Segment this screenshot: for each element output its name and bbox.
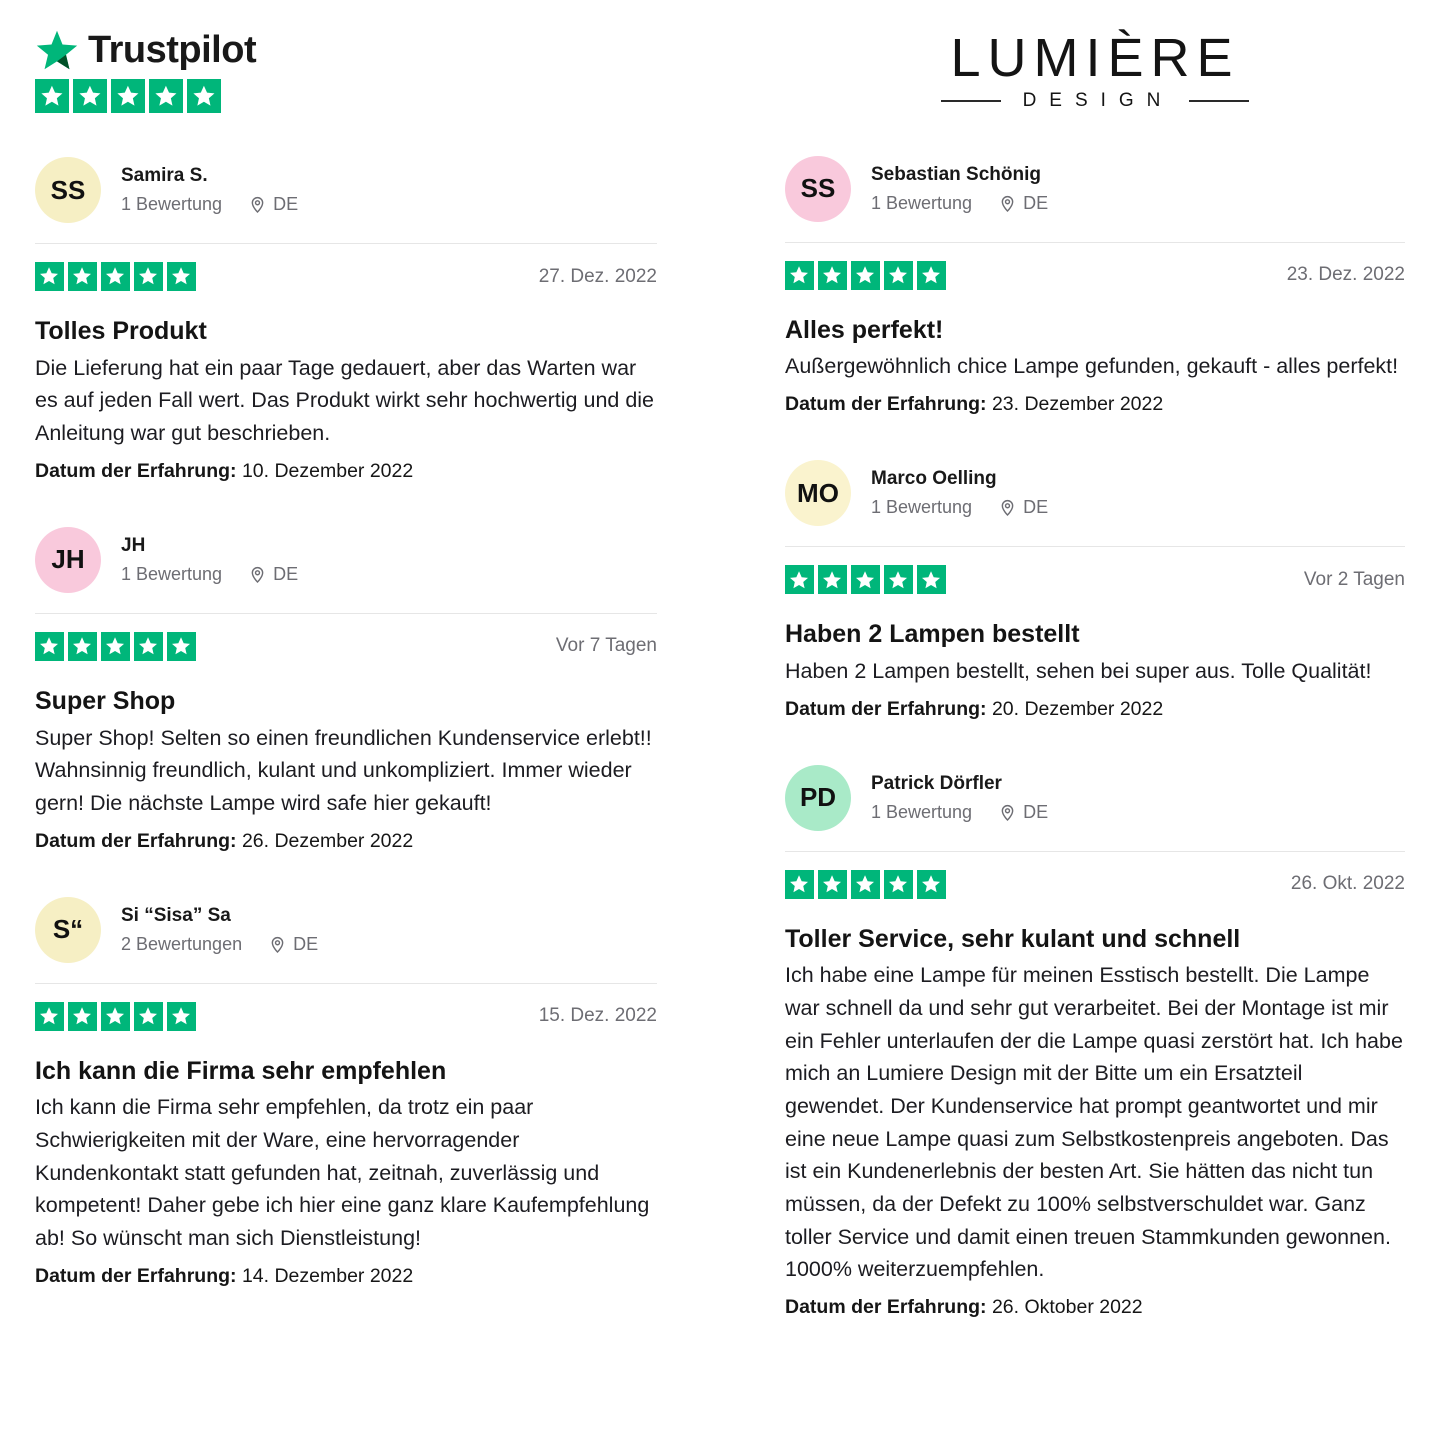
review-date: 23. Dez. 2022 [1286, 264, 1405, 286]
left-column [35, 0, 657, 1288]
star-icon [167, 1002, 196, 1031]
review-stars [35, 632, 196, 661]
experience-date-value: 14. Dezember 2022 [241, 1264, 414, 1287]
star-icon [818, 870, 847, 899]
experience-date-line [35, 830, 657, 853]
reviewer-meta [871, 497, 1048, 518]
star-icon [35, 79, 69, 113]
review-body: Haben 2 Lampen bestellt, sehen bei super aus. Tolle Qualität! [785, 658, 1372, 683]
review-body: Außergewöhnlich chice Lampe gefunden, gekauft - alles perfekt! [785, 354, 1399, 379]
review-count: 1 Bewertung [871, 192, 973, 213]
reviewer-location: DE [1023, 801, 1049, 822]
location-pin-icon [248, 195, 267, 214]
divider [35, 613, 657, 614]
review-stars [785, 565, 946, 594]
star-icon [917, 261, 946, 290]
experience-date-label: Datum der Erfahrung: [35, 1264, 237, 1287]
experience-date-label: Datum der Erfahrung: [35, 829, 237, 852]
review-card [35, 897, 657, 1288]
reviewer-name: JH [121, 534, 146, 556]
experience-date-value: 20. Dezember 2022 [991, 697, 1164, 720]
reviewer-row [35, 527, 657, 593]
experience-date-value: 26. Oktober 2022 [991, 1296, 1143, 1318]
experience-date-line [35, 1265, 657, 1288]
review-body: Die Lieferung hat ein paar Tage gedauert, aber das Warten war es auf jeden Fall wert. Das Produkt wirkt sehr hochwertig und die Anleitung war gut beschrieben. [35, 355, 655, 446]
overall-rating-stars [35, 79, 657, 113]
reviewer-location: DE [273, 563, 299, 584]
review-count: 1 Bewertung [871, 497, 973, 518]
star-icon [35, 262, 64, 291]
star-icon [851, 261, 880, 290]
avatar: JH [35, 527, 101, 593]
right-column [785, 0, 1405, 1319]
review-count: 1 Bewertung [121, 563, 223, 584]
location-pin-icon [998, 498, 1017, 517]
review-title: Haben 2 Lampen bestellt [785, 620, 1080, 649]
experience-date-label: Datum der Erfahrung: [785, 393, 987, 416]
reviewer-location: DE [1023, 497, 1049, 518]
star-icon [134, 1002, 163, 1031]
review-count: 1 Bewertung [121, 194, 223, 214]
review-card [35, 157, 657, 483]
reviewer-location: DE [293, 933, 319, 954]
review-title: Alles perfekt! [785, 315, 944, 344]
star-icon [134, 262, 163, 291]
review-title: Tolles Produkt [35, 317, 207, 345]
avatar: SS [785, 156, 851, 222]
star-icon [884, 261, 913, 290]
review-count: 2 Bewertungen [121, 933, 243, 954]
review-card [35, 527, 657, 853]
star-icon [818, 261, 847, 290]
reviewer-row [785, 460, 1405, 526]
experience-date-line [35, 460, 657, 483]
star-icon [35, 632, 64, 661]
star-icon [101, 632, 130, 661]
reviewer-meta [121, 564, 298, 585]
review-count: 1 Bewertung [871, 801, 973, 822]
review-title: Super Shop [35, 686, 176, 715]
reviewer-name: Samira S. [121, 165, 208, 186]
reviewer-meta [121, 934, 318, 955]
star-icon [134, 632, 163, 661]
experience-date-line [785, 698, 1405, 721]
review-card [785, 156, 1405, 416]
star-icon [818, 565, 847, 594]
star-icon [111, 79, 145, 113]
star-icon [851, 565, 880, 594]
star-icon [187, 79, 221, 113]
review-header [35, 262, 657, 291]
experience-date-label: Datum der Erfahrung: [785, 1296, 987, 1318]
reviewer-row [35, 157, 657, 223]
experience-date-label: Datum der Erfahrung: [785, 697, 987, 720]
reviewer-location: DE [1023, 192, 1049, 213]
location-pin-icon [268, 935, 287, 954]
divider [785, 851, 1405, 852]
star-icon [884, 870, 913, 899]
reviewer-row [35, 897, 657, 963]
star-icon [68, 632, 97, 661]
lumiere-design-logo [785, 30, 1405, 112]
experience-date-value: 26. Dezember 2022 [241, 829, 414, 852]
brand-subtitle: DESIGN [1022, 89, 1174, 111]
review-stars [785, 261, 946, 290]
brand-rule-right [1189, 100, 1249, 102]
avatar: MO [785, 460, 851, 526]
star-icon [35, 1002, 64, 1031]
brand-subtitle-row [785, 90, 1405, 112]
reviewer-location: DE [273, 194, 299, 214]
review-date: 27. Dez. 2022 [538, 265, 657, 287]
experience-date-label: Datum der Erfahrung: [35, 459, 237, 482]
review-card [785, 765, 1405, 1319]
review-header [785, 261, 1405, 290]
star-icon [68, 1002, 97, 1031]
avatar: PD [785, 765, 851, 831]
review-card [785, 460, 1405, 720]
review-header [35, 632, 657, 661]
review-title: Toller Service, sehr kulant und schnell [785, 924, 1241, 953]
reviewer-name: Si “Sisa” Sa [121, 904, 231, 926]
star-icon [149, 79, 183, 113]
trustpilot-wordmark: Trustpilot [88, 28, 257, 71]
star-icon [68, 262, 97, 291]
star-icon [101, 1002, 130, 1031]
reviewer-row [785, 156, 1405, 222]
review-date: Vor 2 Tagen [1303, 568, 1405, 590]
reviewer-name: Sebastian Schönig [871, 163, 1041, 185]
reviewer-meta [871, 802, 1048, 823]
location-pin-icon [998, 803, 1017, 822]
review-header [785, 565, 1405, 594]
experience-date-line [785, 393, 1405, 416]
experience-date-value: 10. Dezember 2022 [241, 459, 414, 482]
review-date: 26. Okt. 2022 [1290, 873, 1405, 895]
location-pin-icon [998, 194, 1017, 213]
reviewer-meta [121, 194, 298, 215]
trustpilot-logo[interactable] [35, 28, 657, 72]
star-icon [785, 261, 814, 290]
star-icon [167, 632, 196, 661]
review-stars [35, 262, 196, 291]
divider [785, 242, 1405, 243]
experience-date-line [785, 1296, 1405, 1319]
star-icon [785, 870, 814, 899]
trustpilot-star-icon [35, 28, 79, 72]
review-title: Ich kann die Firma sehr empfehlen [35, 1056, 447, 1085]
star-icon [884, 565, 913, 594]
avatar: SS [35, 157, 101, 223]
review-body: Ich kann die Firma sehr empfehlen, da trotz ein paar Schwierigkeiten mit der Ware, eine hervorragender Kundenkontakt statt gefunden hat, zeitnah, zuverlässig und kompetent! Daher gebe ich hier eine ganz klare Kaufempfehlung ab! So wünscht man sich Dienstleistung! [35, 1095, 650, 1250]
brand-name: LUMIÈRE [950, 28, 1240, 88]
star-icon [851, 870, 880, 899]
review-date: Vor 7 Tagen [555, 635, 657, 657]
review-header [785, 870, 1405, 899]
star-icon [785, 565, 814, 594]
review-header [35, 1002, 657, 1031]
avatar: S“ [35, 897, 101, 963]
review-body: Ich habe eine Lampe für meinen Esstisch bestellt. Die Lampe war schnell da und sehr gut verarbeitet. Bei der Montage ist mir ein Fehler unterlaufen der die Lampe quasi zerstört hat. Ich habe mich an Lumiere Design mit der Bitte um ein Ersatzteil gewendet. Der Kundenservice hat prompt geantwortet und mir eine neue Lampe quasi zum Selbstkostenpreis angeboten. Das ist ein Kundenerlebnis der besten Art. Sie hätten das nicht tun müssen, da der Defekt zu 100% selbstverschuldet war. Ganz toller Service und damit einen treuen Stammkunden gewonnen. 1000% weiterzuempfehlen. [785, 963, 1403, 1282]
experience-date-value: 23. Dezember 2022 [991, 393, 1164, 416]
star-icon [101, 262, 130, 291]
divider [35, 243, 657, 244]
divider [785, 546, 1405, 547]
review-body: Super Shop! Selten so einen freundlichen Kundenservice erlebt!! Wahnsinnig freundlich, kulant und unkompliziert. Immer wieder gern! Die nächste Lampe wird safe hier gekauft! [35, 725, 652, 815]
review-stars [35, 1002, 196, 1031]
star-icon [167, 262, 196, 291]
divider [35, 983, 657, 984]
star-icon [73, 79, 107, 113]
reviewer-row [785, 765, 1405, 831]
review-stars [785, 870, 946, 899]
reviewer-name: Marco Oelling [871, 468, 997, 490]
star-icon [917, 870, 946, 899]
brand-rule-left [941, 100, 1001, 102]
star-icon [917, 565, 946, 594]
location-pin-icon [248, 565, 267, 584]
reviewer-meta [871, 193, 1048, 214]
review-date: 15. Dez. 2022 [538, 1005, 657, 1027]
reviewer-name: Patrick Dörfler [871, 772, 1002, 794]
